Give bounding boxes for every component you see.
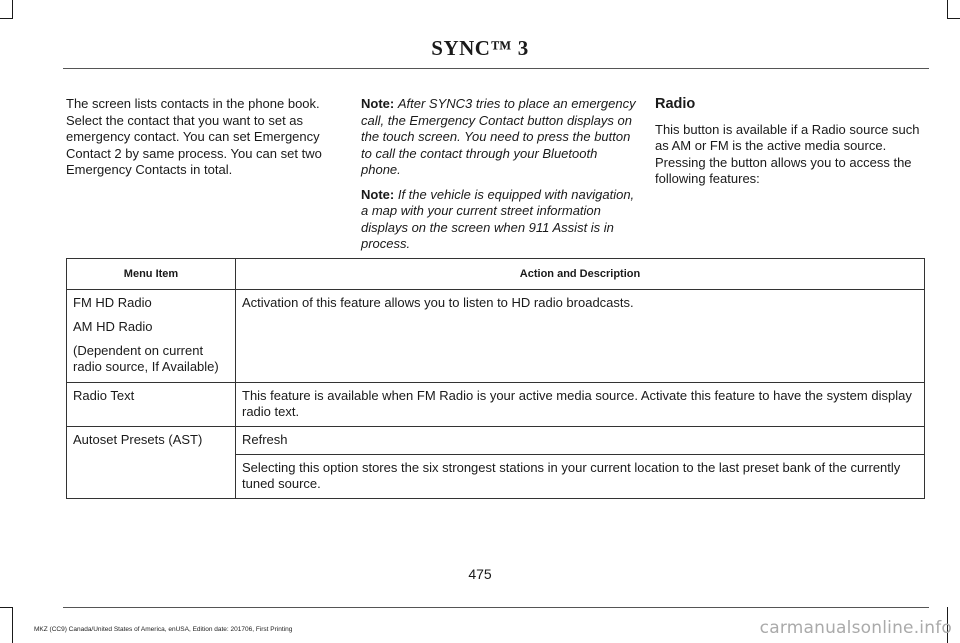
crop-mark-top-right-h bbox=[947, 18, 960, 19]
crop-mark-bottom-left-v bbox=[12, 607, 13, 643]
contacts-paragraph: The screen lists contacts in the phone book. Select the contact that you want to set as emergency contact. You can set Emergency Contact 2 by same process. You can set two Emergency Contacts in total. bbox=[66, 96, 322, 177]
radio-heading: Radio bbox=[655, 96, 696, 112]
description-cell: This feature is available when FM Radio is your active media source. Activate this feature to have the system display radio text. bbox=[236, 383, 925, 427]
column-2 bbox=[361, 96, 636, 261]
note-2 bbox=[361, 187, 636, 253]
table-header-row bbox=[67, 259, 925, 290]
table-row bbox=[67, 427, 925, 455]
note-label: Note: bbox=[361, 186, 395, 202]
description-cell: Refresh bbox=[236, 427, 925, 455]
table-row bbox=[67, 383, 925, 427]
crop-mark-top-left-h bbox=[0, 18, 13, 19]
column-3 bbox=[655, 96, 931, 196]
menu-item-line: FM HD Radio bbox=[73, 295, 152, 310]
note-label: Note: bbox=[361, 96, 395, 111]
radio-paragraph: This button is available if a Radio source such as AM or FM is the active media source. Pressing the button allows you to access the following features: bbox=[655, 121, 920, 186]
menu-item-line: (Dependent on current radio source, If Available) bbox=[73, 343, 219, 374]
col-header-menu-item: Menu Item bbox=[67, 259, 236, 290]
table-row bbox=[67, 290, 925, 383]
note-text: If the vehicle is equipped with navigation, a map with your current street information displays on the screen when 911 Assist is in process. bbox=[361, 186, 635, 251]
crop-mark-top-right-v bbox=[947, 0, 948, 18]
column-1 bbox=[66, 96, 342, 187]
menu-item-line: AM HD Radio bbox=[73, 319, 153, 334]
footer-edition-text: MKZ (CC9) Canada/United States of America, enUSA, Edition date: 201706, First Printing bbox=[34, 626, 293, 633]
radio-features-table bbox=[66, 258, 925, 499]
crop-mark-bottom-left-h bbox=[0, 607, 13, 608]
menu-item-cell: Autoset Presets (AST) bbox=[67, 427, 236, 499]
page-header-title: SYNC™ 3 bbox=[431, 36, 529, 60]
note-1 bbox=[361, 96, 636, 179]
description-cell: Activation of this feature allows you to listen to HD radio broadcasts. bbox=[236, 290, 925, 383]
menu-item-cell: Radio Text bbox=[67, 383, 236, 427]
description-cell: Selecting this option stores the six strongest stations in your current location to the last preset bank of the currently tuned source. bbox=[236, 455, 925, 499]
page-number: 475 bbox=[468, 566, 492, 582]
note-text: After SYNC3 tries to place an emergency call, the Emergency Contact button displays on the touch screen. You need to press the button to call the contact through your Bluetooth phone. bbox=[361, 96, 636, 177]
header-rule bbox=[63, 68, 929, 69]
crop-mark-top-left-v bbox=[12, 0, 13, 18]
menu-item-cell bbox=[67, 290, 236, 383]
col-header-action: Action and Description bbox=[236, 259, 925, 290]
footer-rule bbox=[63, 607, 929, 608]
watermark-text: carmanualsonline.info bbox=[759, 618, 952, 638]
